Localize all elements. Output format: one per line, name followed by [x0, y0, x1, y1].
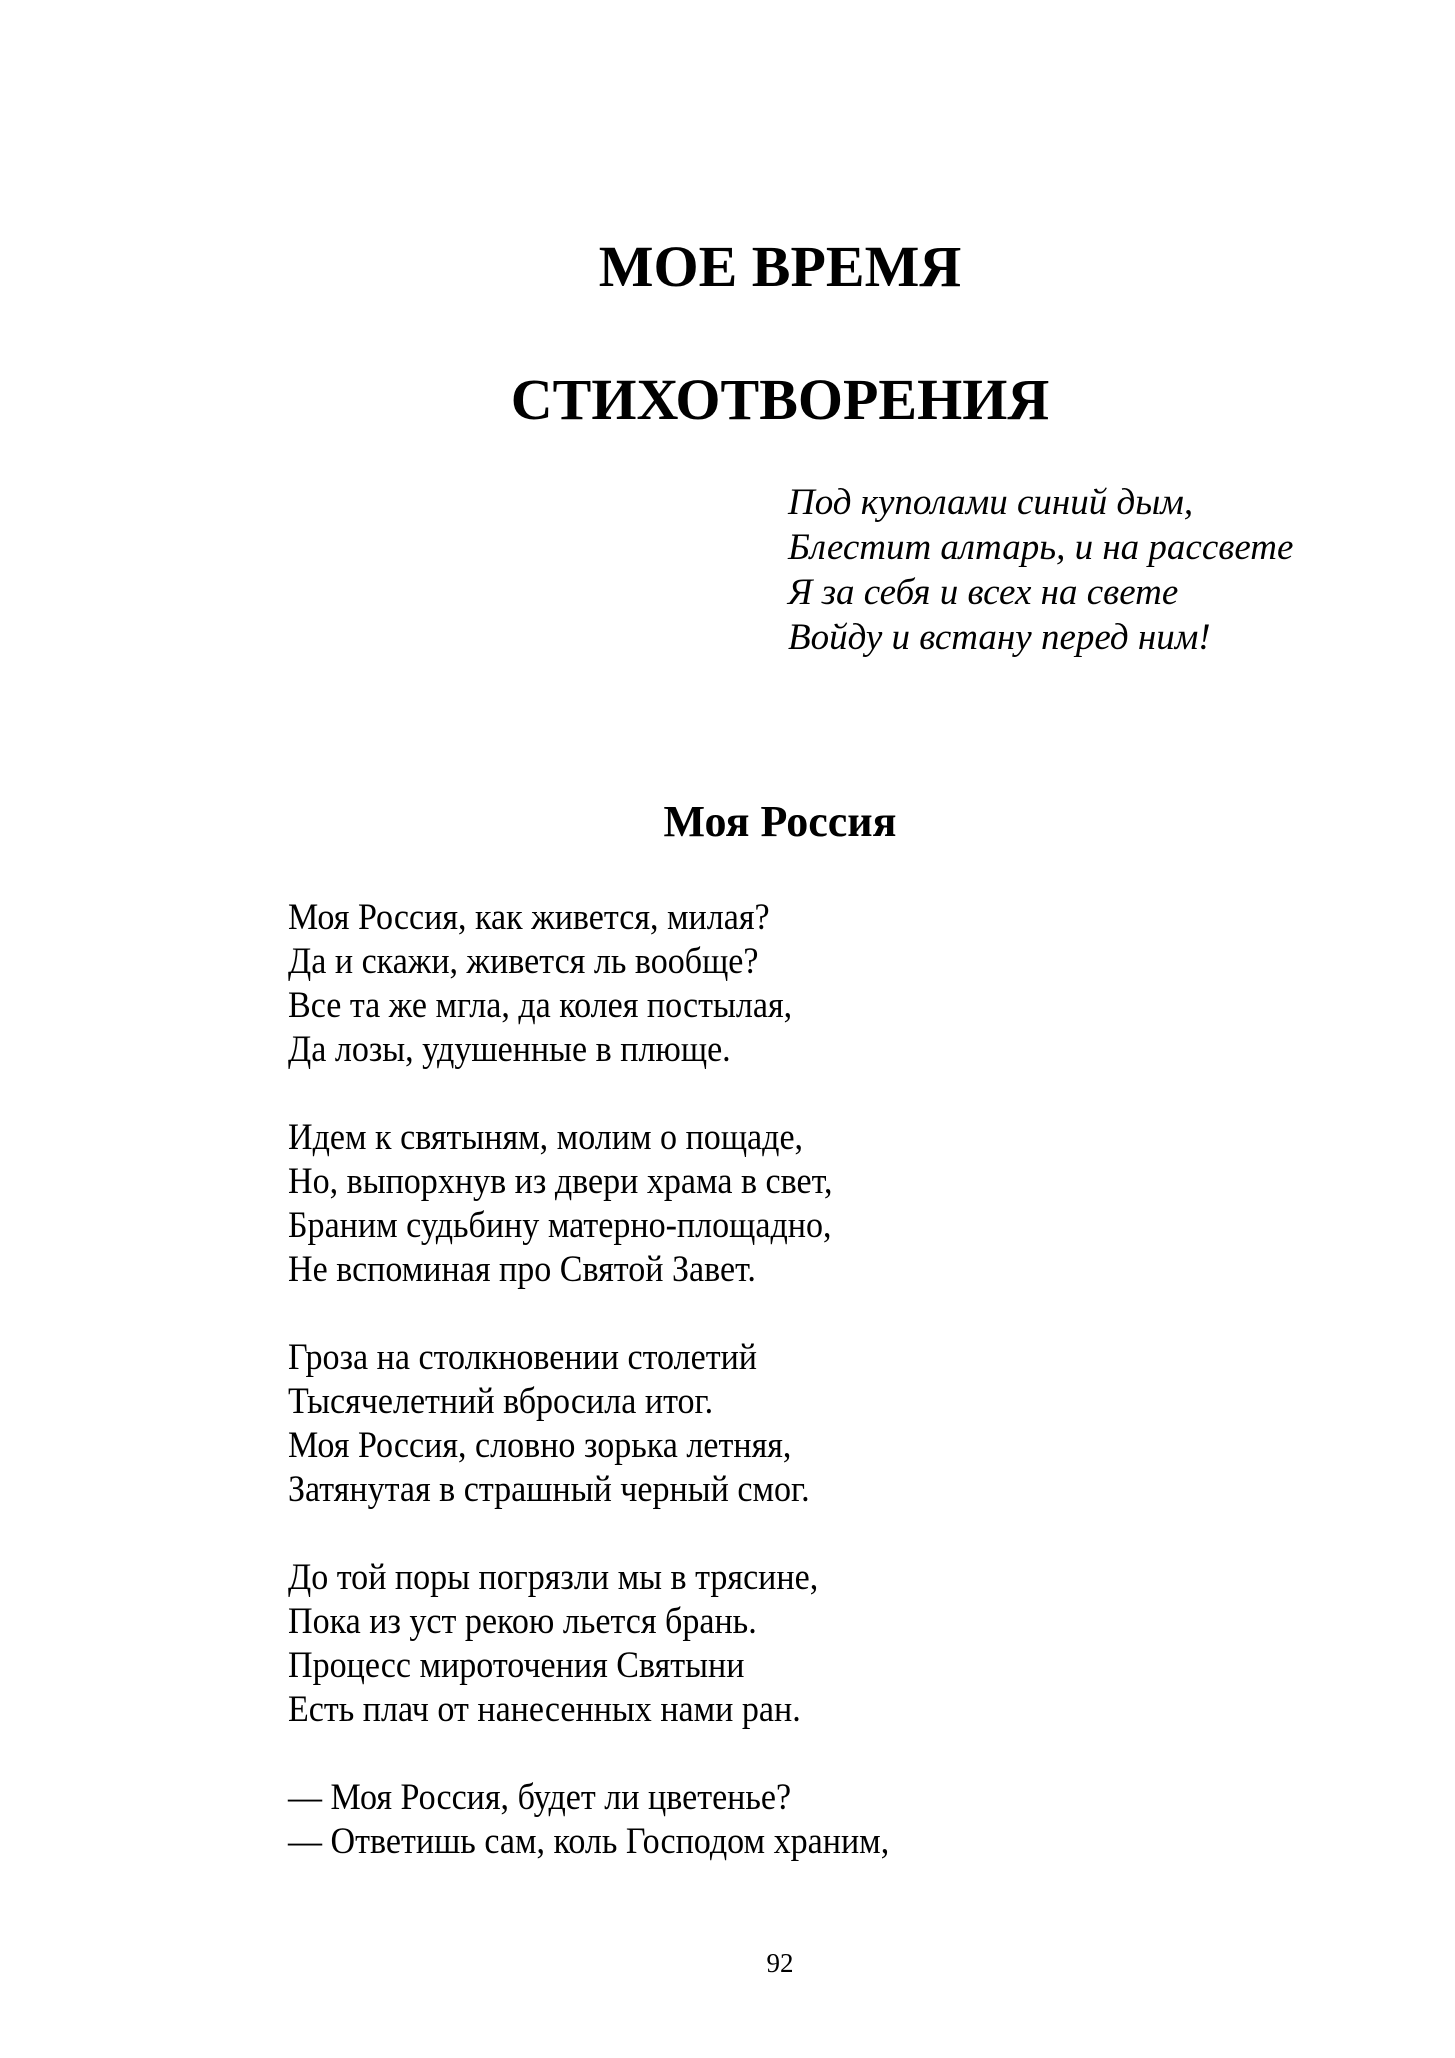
- epigraph: [788, 480, 1293, 660]
- poem-title: Моя Россия: [663, 797, 897, 846]
- verse-line: Да и скажи, живется ль вообще?: [288, 941, 759, 982]
- verse-line: Моя Россия, словно зорька летняя,: [288, 1425, 792, 1466]
- epigraph-line: Войду и встану перед ним!: [788, 617, 1211, 658]
- stanza-2: [288, 1116, 889, 1292]
- verse-line: Пока из уст рекою льется брань.: [288, 1601, 757, 1642]
- epigraph-line: Блестит алтарь, и на рассвете: [788, 527, 1294, 568]
- verse-line: — Ответишь сам, коль Господом храним,: [288, 1821, 890, 1862]
- verse-line: Гроза на столкновении столетий: [288, 1337, 757, 1378]
- epigraph-line: Под куполами синий дым,: [788, 482, 1194, 523]
- verse-line: Да лозы, удушенные в плюще.: [288, 1029, 731, 1070]
- verse-line: Но, выпорхнув из двери храма в свет,: [288, 1161, 833, 1202]
- epigraph-line: Я за себя и всех на свете: [788, 572, 1179, 613]
- stanza-4: [288, 1556, 889, 1732]
- verse-line: Затянутая в страшный черный смог.: [288, 1469, 810, 1510]
- verse-line: Браним судьбину матерно-площадно,: [288, 1205, 832, 1246]
- verse-line: — Моя Россия, будет ли цветенье?: [288, 1777, 792, 1818]
- verse-line: Не вспоминая про Святой Завет.: [288, 1249, 756, 1290]
- stanza-1: [288, 896, 889, 1072]
- verse-line: До той поры погрязли мы в трясине,: [288, 1557, 819, 1598]
- verse-line: Все та же мгла, да колея постылая,: [288, 985, 793, 1026]
- verse-line: Процесс мироточения Святыни: [288, 1645, 745, 1686]
- verse-line: Идем к святыням, молим о пощаде,: [288, 1117, 804, 1158]
- page-number: 92: [766, 1948, 794, 1978]
- stanza-5: [288, 1776, 889, 1864]
- poem-body: [288, 896, 889, 1908]
- section-subtitle: СТИХОТВОРЕНИЯ: [510, 367, 1050, 432]
- verse-line: Есть плач от нанесенных нами ран.: [288, 1689, 801, 1730]
- stanza-3: [288, 1336, 889, 1512]
- verse-line: Тысячелетний вбросила итог.: [288, 1381, 714, 1422]
- section-title: МОЕ ВРЕМЯ: [598, 234, 962, 299]
- verse-line: Моя Россия, как живется, милая?: [288, 897, 770, 938]
